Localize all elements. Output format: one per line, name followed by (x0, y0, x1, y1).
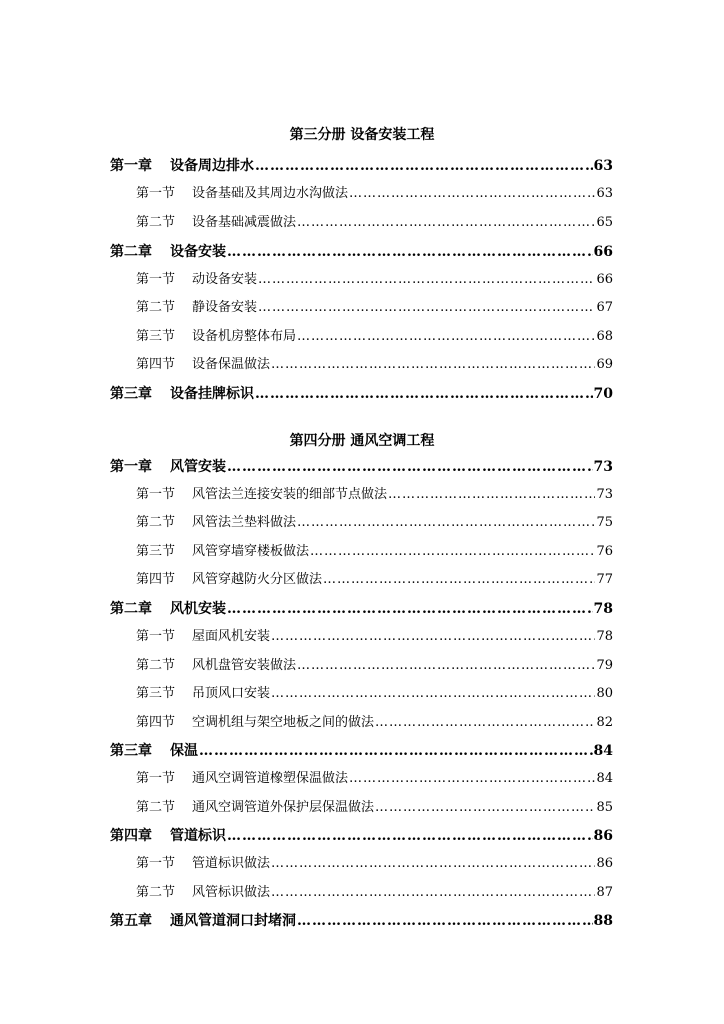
section-number: 第一节 (136, 272, 176, 287)
page-number: 75 (596, 515, 613, 530)
dot-leader (271, 626, 595, 648)
dot-leader (310, 541, 595, 563)
dot-leader (297, 512, 595, 534)
dot-leader (227, 598, 593, 620)
section-title: 风管法兰连接安装的细部节点做法 (192, 487, 388, 502)
toc-section[interactable] (0, 569, 724, 591)
page-number: 78 (596, 629, 613, 644)
section-number: 第一节 (136, 629, 176, 644)
toc-section[interactable] (0, 853, 724, 875)
toc-section[interactable] (0, 484, 724, 506)
section-title: 屋面风机安装 (192, 629, 271, 644)
page-number: 63 (596, 186, 613, 201)
section-number: 第二节 (136, 658, 176, 673)
section-title: 管道标识做法 (192, 856, 271, 871)
dot-leader (323, 569, 595, 591)
dot-leader (375, 797, 595, 819)
dot-leader (297, 655, 595, 677)
chapter-title: 设备安装 (170, 244, 226, 260)
chapter-number: 第一章 (110, 459, 152, 475)
page-number: 87 (596, 885, 613, 900)
page-number: 88 (593, 913, 613, 929)
section-number: 第二节 (136, 300, 176, 315)
page-number: 67 (596, 300, 613, 315)
dot-leader (388, 484, 595, 506)
page-number: 86 (596, 856, 613, 871)
dot-leader (271, 882, 595, 904)
dot-leader (227, 456, 593, 478)
section-number: 第三节 (136, 329, 176, 344)
toc-section[interactable] (0, 541, 724, 563)
dot-leader (255, 383, 593, 405)
chapter-title: 管道标识 (170, 828, 226, 844)
page-number: 79 (596, 658, 613, 673)
page-number: 80 (596, 686, 613, 701)
chapter-title: 保温 (170, 743, 198, 759)
page-number: 73 (596, 487, 613, 502)
section-number: 第三节 (136, 544, 176, 559)
toc-section[interactable] (0, 626, 724, 648)
section-number: 第二节 (136, 885, 176, 900)
dot-leader (349, 183, 595, 205)
section-title: 空调机组与架空地板之间的做法 (192, 715, 375, 730)
section-number: 第四节 (136, 357, 176, 372)
page-number: 63 (593, 158, 613, 174)
dot-leader (227, 241, 593, 263)
toc-section[interactable] (0, 882, 724, 904)
page-number: 66 (596, 272, 613, 287)
toc-chapter[interactable] (0, 456, 724, 478)
section-number: 第一节 (136, 856, 176, 871)
section-title: 设备机房整体布局 (192, 329, 297, 344)
dot-leader (258, 297, 595, 319)
toc-section[interactable] (0, 768, 724, 790)
chapter-title: 设备挂牌标识 (170, 386, 254, 402)
dot-leader (271, 354, 595, 376)
chapter-title: 通风管道洞口封堵洞 (170, 913, 296, 929)
section-title: 设备基础及其周边水沟做法 (192, 186, 349, 201)
page-number: 70 (593, 386, 613, 402)
section-number: 第一节 (136, 487, 176, 502)
dot-leader (199, 740, 593, 762)
toc-chapter[interactable] (0, 598, 724, 620)
chapter-title: 风管安装 (170, 459, 226, 475)
toc-section[interactable] (0, 354, 724, 376)
page-number: 68 (596, 329, 613, 344)
dot-leader (297, 326, 595, 348)
toc-chapter[interactable] (0, 383, 724, 405)
section-title: 静设备安装 (192, 300, 258, 315)
toc-section[interactable] (0, 797, 724, 819)
chapter-title: 设备周边排水 (170, 158, 254, 174)
page-number: 86 (593, 828, 613, 844)
dot-leader (255, 155, 593, 177)
section-title: 风管穿越防火分区做法 (192, 572, 323, 587)
page-number: 69 (596, 357, 613, 372)
section-title: 通风空调管道橡塑保温做法 (192, 771, 349, 786)
section-title: 风机盘管安装做法 (192, 658, 297, 673)
section-number: 第一节 (136, 771, 176, 786)
toc-chapter[interactable] (0, 740, 724, 762)
part-title: 第四分册 通风空调工程 (289, 433, 435, 449)
chapter-title: 风机安装 (170, 601, 226, 617)
chapter-number: 第四章 (110, 828, 152, 844)
chapter-number: 第二章 (110, 244, 152, 260)
section-number: 第二节 (136, 800, 176, 815)
dot-leader (227, 825, 593, 847)
page-number: 78 (593, 601, 613, 617)
chapter-number: 第五章 (110, 913, 152, 929)
toc-chapter[interactable] (0, 825, 724, 847)
chapter-number: 第三章 (110, 386, 152, 402)
page-number: 77 (596, 572, 613, 587)
toc-section[interactable] (0, 212, 724, 234)
dot-leader (297, 212, 595, 234)
dot-leader (349, 768, 595, 790)
section-number: 第三节 (136, 686, 176, 701)
toc-section[interactable] (0, 712, 724, 734)
section-title: 设备基础减震做法 (192, 215, 297, 230)
toc-chapter[interactable] (0, 910, 724, 932)
toc-section[interactable] (0, 326, 724, 348)
page-number: 82 (596, 715, 613, 730)
section-number: 第一节 (136, 186, 176, 201)
toc-chapter[interactable] (0, 155, 724, 177)
toc-section[interactable] (0, 269, 724, 291)
section-number: 第四节 (136, 715, 176, 730)
toc-section[interactable] (0, 655, 724, 677)
section-title: 通风空调管道外保护层保温做法 (192, 800, 375, 815)
chapter-number: 第三章 (110, 743, 152, 759)
section-title: 风管穿墙穿楼板做法 (192, 544, 310, 559)
dot-leader (297, 910, 593, 932)
section-title: 吊顶风口安装 (192, 686, 271, 701)
section-title: 动设备安装 (192, 272, 258, 287)
toc-section[interactable] (0, 683, 724, 705)
chapter-number: 第二章 (110, 601, 152, 617)
part-title: 第三分册 设备安装工程 (289, 127, 435, 143)
dot-leader (375, 712, 595, 734)
toc-section[interactable] (0, 297, 724, 319)
chapter-number: 第一章 (110, 158, 152, 174)
section-number: 第二节 (136, 215, 176, 230)
page-number: 76 (596, 544, 613, 559)
toc-section[interactable] (0, 512, 724, 534)
page-number: 65 (596, 215, 613, 230)
section-title: 设备保温做法 (192, 357, 271, 372)
dot-leader (271, 683, 595, 705)
dot-leader (258, 269, 595, 291)
page-number: 85 (596, 800, 613, 815)
section-number: 第四节 (136, 572, 176, 587)
page-number: 73 (593, 459, 613, 475)
section-title: 风管法兰垫料做法 (192, 515, 297, 530)
toc-section[interactable] (0, 183, 724, 205)
page-number: 84 (596, 771, 613, 786)
page-number: 84 (593, 743, 613, 759)
dot-leader (271, 853, 595, 875)
toc-chapter[interactable] (0, 241, 724, 263)
section-number: 第二节 (136, 515, 176, 530)
page-number: 66 (593, 244, 613, 260)
section-title: 风管标识做法 (192, 885, 271, 900)
